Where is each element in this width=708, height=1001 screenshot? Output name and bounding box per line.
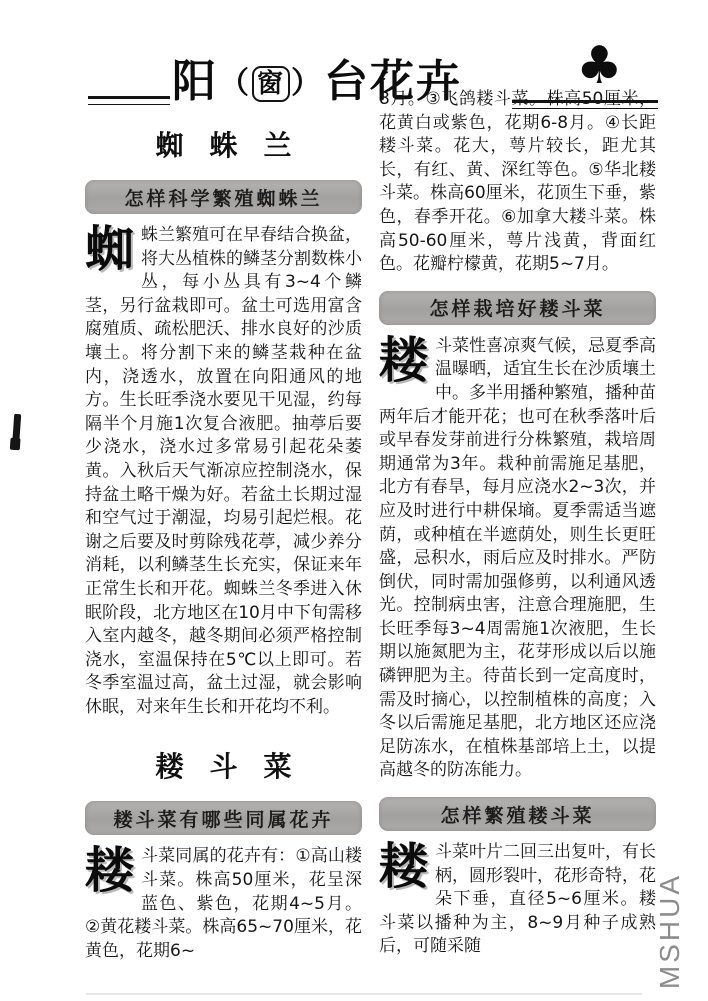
book-title-post: 台花卉 — [324, 56, 463, 107]
section-heading-propagate-columbine: 怎样繁殖耧斗菜 — [440, 804, 595, 827]
ink-smudge-mark — [12, 414, 21, 450]
header-double-rule-left — [88, 96, 170, 105]
section-heading-propagate-spider-lily: 怎样科学繁殖蜘蛛兰 — [124, 187, 323, 210]
right-column — [379, 88, 656, 961]
left-column — [85, 118, 362, 965]
section-heading-box — [379, 291, 656, 325]
paragraph-columbine-relatives-continued — [379, 88, 656, 277]
article-title-spider-lily: 蜘蛛兰 — [155, 129, 318, 162]
section-heading-box — [379, 797, 656, 831]
scan-artifact-line — [86, 993, 642, 995]
paragraph-columbine-relatives — [85, 841, 362, 963]
drop-cap: 耧 — [379, 837, 429, 896]
drop-cap: 蜘 — [85, 220, 135, 278]
watermark-text: MSHUA — [654, 872, 685, 990]
paragraph-text: 8月。③飞鸽耧斗菜。株高50厘米，花黄白或紫色，花期6-8月。④长距耧斗菜。花大，萼片较长，距尤其长，有红、黄、深红等色。⑤华北耧斗菜。株高60厘米，花顶生下垂，紫色，春季开花。⑥加拿大耧斗菜。株高50-60厘米，萼片浅黄，背面红色。花瓣柠檬黄，花期5~7月。 — [379, 89, 656, 275]
paragraph-spider-lily — [85, 220, 363, 719]
book-title-paren-open: （ — [219, 66, 251, 101]
book-title-paren-close: ） — [291, 66, 324, 101]
paragraph-grow-columbine — [379, 330, 657, 783]
book-title-window-char: 窗 — [252, 66, 290, 102]
paragraph-text: 蛛兰繁殖可在早春结合换盆，将大丛植株的鳞茎分割数株小丛，每小丛具有3~4个鳞茎，另行盆栽即可。盆土可选用富含腐殖质、疏松肥沃、排水良好的沙质壤土。将分割下来的鳞茎栽种在盆内，浇透水，放置在向阳通风的地方。生长旺季浇水要见干见湿，约每隔半个月施1次复合液肥。抽葶后要少浇水，浇水过多常易引起花朵萎黄。入秋后天气渐凉应控制浇水，保持盆土略干燥为好。若盆土长期过湿和空气过于潮湿，均易引起烂根。花谢之后要及时剪除残花葶，减少养分消耗，以利鳞茎生长充实，保证来年正常生长和开花。蜘蛛兰冬季进入休眠阶段，北方地区在10月中下旬需移入室内越冬，越冬期间必须严格控制浇水，室温保持在5℃以上即可。若冬季室温过高，盆土过湿，就会影响休眠，对来年生长和开花均不利。 — [85, 225, 363, 717]
drop-cap: 耧 — [379, 330, 429, 389]
section-heading-box — [85, 801, 362, 835]
section-heading-grow-columbine: 怎样栽培好耧斗菜 — [429, 298, 606, 321]
article-title-columbine: 耧斗菜 — [155, 750, 318, 784]
paragraph-propagate-columbine — [379, 837, 657, 959]
paragraph-text: 斗菜性喜凉爽气候，忌夏季高温曝晒，适宜生长在沙质壤土中。多半用播种繁殖，播种苗两年后才能开花；也可在秋季落叶后或早春发芽前进行分株繁殖，栽培周期通常为3年。栽种前需施足基肥，北方有春旱，每月应浇水2~3次，并应及时进行中耕保墒。夏季需适当遮荫，或种植在半遮荫处，则生长更旺盛，忌积水，雨后应及时排水。严防倒伏，同时需加强修剪，以利通风透光。控制病虫害，注意合理施肥，生长旺季每3~4周需施1次液肥，生长期以施氮肥为主，花芽形成以后以施磷钾肥为主。待苗长到一定高度时，需及时摘心，以控制植株的高度；入冬以后需施足基肥，北方地区还应浇足防冻水，在植株基部培上土，以提高越冬的防冻能力。 — [379, 335, 657, 781]
book-title-pre: 阳 — [172, 56, 218, 107]
paragraph-text: 斗菜叶片二回三出复叶，有长柄，圆形裂叶，花形奇特，花朵下垂，直径5~6厘米。耧斗菜以播种为主，8~9月种子成熟后，可随采随 — [379, 842, 657, 957]
section-heading-box — [85, 180, 362, 214]
club-ornament-icon: ♣ — [576, 36, 623, 96]
paragraph-text: 斗菜同属的花卉有：①高山耧斗菜。株高50厘米，花呈深蓝色、紫色，花期4~5月。②黄花耧斗菜。株高65~70厘米，花黄色，花期6~ — [85, 846, 362, 961]
section-heading-columbine-relatives: 耧斗菜有哪些同属花卉 — [113, 808, 334, 831]
drop-cap: 耧 — [85, 841, 135, 900]
